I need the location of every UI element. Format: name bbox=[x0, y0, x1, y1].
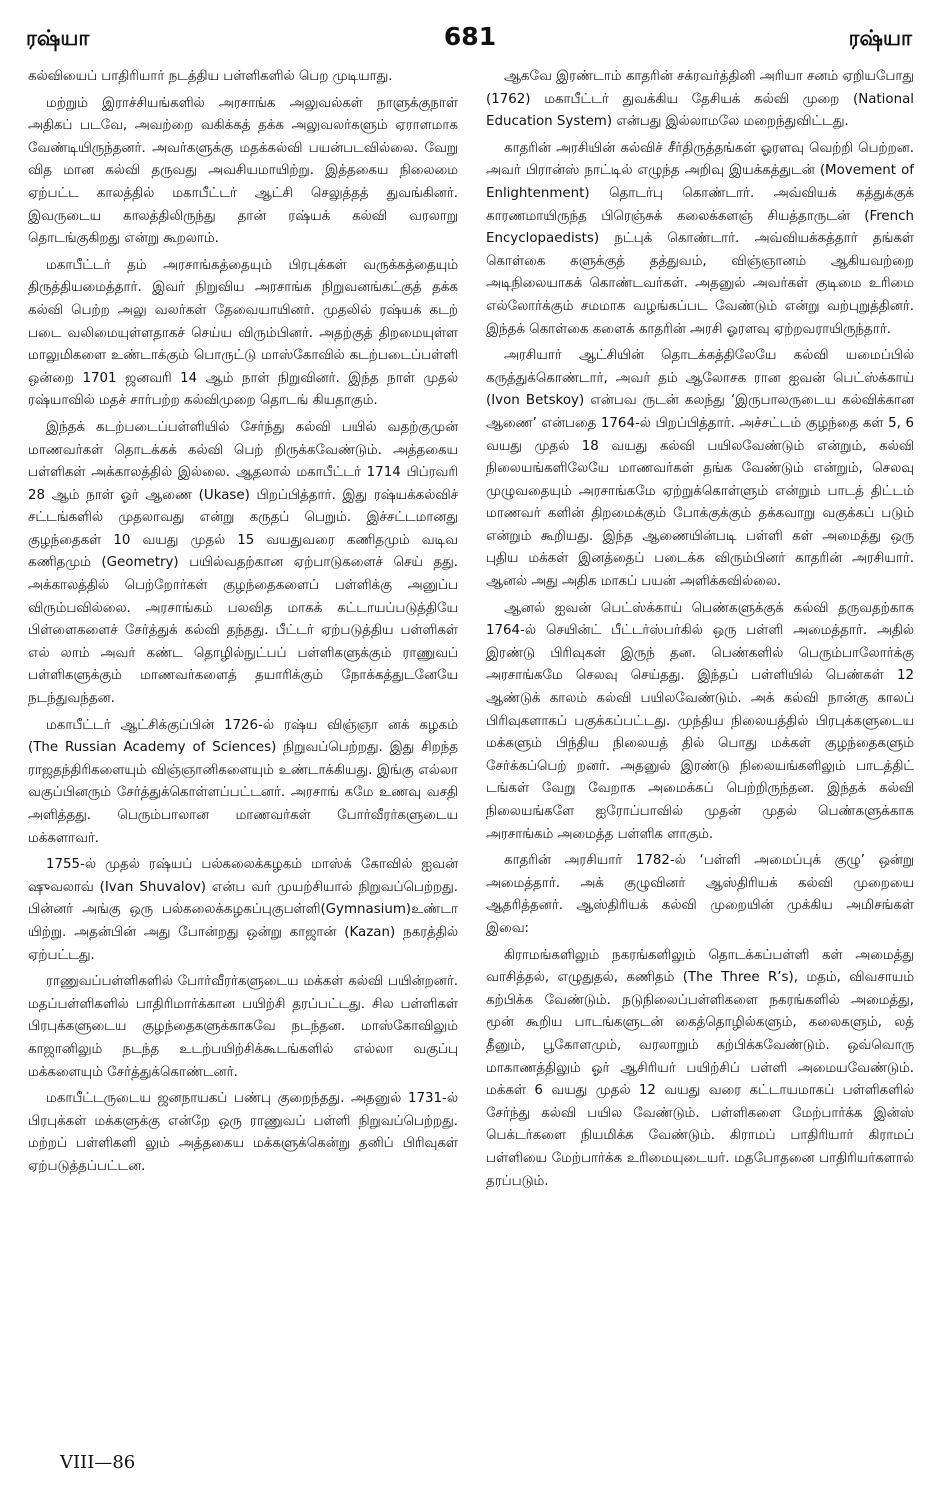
page-header bbox=[22, 22, 918, 62]
paragraph: காதரின் அரசியார் 1782-ல் ‘பள்ளி அமைப்புக் குழு’ ஒன்று அமைத்தார். அக் குழுவினர் ஆஸ்திரியக் கல்வி முறையை ஆதரித்தனர். ஆஸ்திரியக் கல்வி முறையின் முக்கிய அமிசங்கள் இவை: bbox=[486, 853, 914, 936]
paragraph: மற்றும் இராச்சியங்களில் அரசாங்க அலுவல்கள் நாளுக்குநாள் அதிகப் படவே, அவற்றை வகிக்கத் தக்க அலுவலர்களும் ஏராளமாக வேண்டியிருந்தனர். அவர்களுக்கு மதக்கல்வி பயன்படவில்லை. வேறு வித மான கல்வி தருவது அவசியமாயிற்று. இத்தகைய நிலைமை ஏற்பட்ட காலத்தில் மகாபீட்டர் ஆட்சி செலுத்தத் துவங்கினர். இவருடைய காலத்திலிருந்து தான் ரஷ்யக் கல்வி வரலாறு தொடங்குகிறது என்று கூறலாம். bbox=[28, 95, 458, 247]
paragraph: கிராமங்களிலும் நகரங்களிலும் தொடக்கப்பள்ளி கள் அமைத்து வாசித்தல், எழுதுதல், கணிதம் (The Three R’s), மதம், விவசாயம் கற்பிக்க வேண்டும். நடுநிலைப்பள்ளிகளை நகரங்களில் அமைத்து, மூன் கூறிய பாடங்களுடன் கைத்தொழில்களும், கலைகளும், லத் தீனும், பூகோளமும், வரலாறும் கற்பிக்கவேண்டும். ஒவ்வொரு மாகாணத்திலும் ஓர் ஆசிரியர் பயிற்சிப் பள்ளி அமையவேண்டும். மக்கள் 6 வயது முதல் 12 வயது வரை கட்டாயமாகப் பள்ளிகளில் சேர்ந்து கல்வி பயில வேண்டும். பள்ளிகளை மேற்பார்க்க இன்ஸ் பெக்டர்களை நியமிக்க வேண்டும். கிராமப் பாதிரியார் கிராமப் பள்ளியை மேற்பார்க்க உரிமையுடையர். மதபோதனை பாதிரியர்களால் தரப்படும். bbox=[486, 947, 914, 1189]
paragraph: காதரின் அரசியின் கல்விச் சீர்திருத்தங்கள் ஓரளவு வெற்றி பெற்றன. அவர் பிரான்ஸ் நாட்டில் எழுந்த அறிவு இயக்கத்துடன் (Movement of Enlightenment) தொடர்பு கொண்டார். அவ்வியக் கத்துக்குக் காரணமாயிருந்த பிரெஞ்சுக் கலைக்களஞ் சியத்தாருடன் (French Encyclopaedists) நட்புக் கொண்டார். அவ்வியக்கத்தார் தங்கள் கொள்கை களுக்குத் தத்துவம், விஞ்ஞானம் ஆகியவற்றை அடிநிலையாகக் கொண்டவர்கள். அதனுல் அவர்கள் குடிமை உரிமை எல்லோர்க்கும் சமமாக வழங்கப்பட வேண்டும் என்று வற்புறுத்தினர். இந்தக் கொள்கை களைக் காதரின் அரசி ஓரளவு ஏற்றவராயிருந்தார். bbox=[486, 140, 914, 337]
paragraph: ஆனல் ஐவன் பெட்ஸ்க்காய் பெண்களுக்குக் கல்வி தருவதற்காக 1764-ல் செயின்ட் பீட்டர்ஸ்பர்கில் ஒரு பள்ளி அமைத்தார். அதில் இரண்டு பிரிவுகள் இருந் தன. பெண்களில் பெரும்பாலோர்க்கு அரசாங்கமே செலவு செய்தது. இந்தப் பள்ளியில் பெண்கள் 12 ஆண்டுக் காலம் கல்வி பயிலவேண்டும். அக் கல்வி நான்கு காலப் பிரிவுகளாகப் பகுக்கப்பட்டது. முந்திய நிலையத்தில் பிரபுக்களுடைய மக்களும் பிந்திய நிலையத் தில் பொது மக்கள் குழந்தைகளும் சேர்க்கப்பெற் றனர். அதனுல் இரண்டு நிலையங்களிலும் பாடத்திட் டங்கள் வேறு வேறாக அமைக்கப் பெற்றிருந்தன. இந்தக் கல்வி நிலையங்களே ஐரோப்பாவில் முதன் முதல் பெண்களுக்காக அரசாங்கம் அமைத்த பள்ளிக ளாகும். bbox=[486, 600, 914, 842]
paragraph: இந்தக் கடற்படைப்பள்ளியில் சேர்ந்து கல்வி பயில் வதற்குமுன் மாணவர்கள் தொடக்கக் கல்வி பெற் றிருக்கவேண்டும். அத்தகைய பள்ளிகள் அக்காலத்தில் இல்லை. ஆதலால் மகாபீட்டர் 1714 பிப்ரவரி 28 ஆம் நாள் ஓர் ஆணை (Ukase) பிறப்பித்தார். இது ரஷ்யக்கல்விச் சட்டங்களில் முதலாவது என்று கருதப் பெறும். இச்சட்டமானது குழந்தைகள் 10 வயது முதல் 15 வயதுவரை கணிதமும் வடிவ கணிதமும் (Geometry) பயில்வதற்கான ஏற்பாடுகளைச் செய் தது. அக்காலத்தில் பெற்றோர்கள் குழந்தைகளைப் பள்ளிக்கு அனுப்ப விரும்பவில்லை. அரசாங்கம் பலவித மாகக் கட்டாயப்படுத்தியே பிள்ளைகளைச் சேர்த்துக் கல்வி தந்தது. பீட்டர் ஏற்படுத்திய பள்ளிகள் எல் லாம் அவர் கண்ட தொழில்நுட்பப் பள்ளிகளுக்கும் ராணுவப் பள்ளிகளுக்கும் மாணவர்களைத் தயாரிக்கும் நோக்கத்துடனேயே நடந்துவந்தன. bbox=[28, 419, 458, 707]
right-column bbox=[486, 66, 914, 1193]
paragraph: மகாபீட்டருடைய ஜனநாயகப் பண்பு குறைந்தது. அதனுல் 1731-ல் பிரபுக்கள் மக்களுக்கு என்றே ஒரு ராணுவப் பள்ளி நிறுவப்பெற்றது. மற்றப் பள்ளிகளி லும் அத்தகைய மக்களுக்கென்று தனிப் பிரிவுகள் ஏற்படுத்தப்பட்டன. bbox=[28, 1091, 458, 1174]
paragraph: மகாபீட்டர் ஆட்சிக்குப்பின் 1726-ல் ரஷ்ய விஞ்ஞா னக் கழகம் (The Russian Academy of Sciences) நிறுவப்பெற்றது. இது சிறந்த ராஜதந்திரிகளையும் விஞ்ஞானிகளையும் உண்டாக்கியது. இங்கு எல்லா வகுப்பினரும் சேர்த்துக்கொள்ளப்பட்டனர். அரசாங் கமே உணவு வசதி அளித்தது. பெரும்பாலான மாணவர்கள் போர்வீரர்களுடைய மக்களாவர். bbox=[28, 717, 458, 846]
running-head-right: ரஷ்யா bbox=[848, 26, 912, 50]
paragraph: கல்வியைப் பாதிரியார் நடத்திய பள்ளிகளில் பெற முடியாது. bbox=[28, 69, 393, 84]
running-head-left: ரஷ்யா bbox=[26, 26, 90, 50]
paragraph: 1755-ல் முதல் ரஷ்யப் பல்கலைக்கழகம் மாஸ்க் கோவில் ஐவன் ஷுவலாவ் (Ivan Shuvalov) என்ப வர் முயற்சியால் நிறுவப்பெற்றது. பின்னர் அங்கு ஒரு பல்கலைக்கழகப்புகுபள்ளி(Gymnasium)உண்டா யிற்று. அதன்பின் அது போன்றது ஒன்று காஜான் (Kazan) நகரத்தில் ஏற்பட்டது. bbox=[28, 857, 458, 963]
paragraph: அரசியார் ஆட்சியின் தொடக்கத்திலேயே கல்வி யமைப்பில் கருத்துக்கொண்டார், அவர் தம் ஆலோசக ரான ஐவன் பெட்ஸ்க்காய் (Ivon Betskoy) என்பவ ருடன் கலந்து ‘இருபாலருடைய கல்விக்கான ஆணை’ என்பதை 1764-ல் பிறப்பித்தார். அச்சட்டம் குழந்தை கள் 5, 6 வயது முதல் 18 வயது கல்வி பயிலவேண்டும் என்றும், கல்வி நிலையங்களிலேயே மாணவர்கள் தங்க வேண்டும் என்றும், செலவு முழுவதையும் அரசாங்கமே ஏற்றுக்கொள்ளும் என்றும் பாடத் திட்டம் மாணவர் களின் திறமைக்கும் போக்குக்கும் தக்கவாறு வகுக்கப் படும் என்றும் கூறியது. இந்த ஆணையின்படி பள்ளி கள் அமைத்து ஒரு புதிய மக்கள் இனத்தைப் படைக்க விரும்பினர் காதரின் அரசியார். ஆனல் அது அதிக மாகப் பயன் அளிக்கவில்லை. bbox=[486, 348, 914, 590]
page-number: 681 bbox=[443, 22, 497, 51]
paragraph: ஆகவே இரண்டாம் காதரின் சக்ரவர்த்தினி அரியா சனம் ஏறியபோது (1762) மகாபீட்டர் துவக்கிய தேசியக் கல்வி முறை (National Education System) என்பது இல்லாமலே மறைந்துவிட்டது. bbox=[486, 69, 914, 130]
paragraph: ராணுவப்பள்ளிகளில் போர்வீரர்களுடைய மக்கள் கல்வி பயின்றனர். மதப்பள்ளிகளில் பாதிரிமார்க்கான பயிற்சி தரப்பட்டது. சில பள்ளிகள் பிரபுக்களுடைய குழந்தைகளுக்காகவே நடந்தன. மாஸ்கோவிலும் காஜானிலும் நடந்த உடற்பயிற்சிக்கூடங்களில் எல்லா வகுப்பு மக்களையும் சேர்த்துக்கொண்டனர். bbox=[28, 974, 458, 1080]
volume-signature: VIII—86 bbox=[60, 1452, 136, 1473]
left-column bbox=[28, 66, 458, 1179]
paragraph: மகாபீட்டர் தம் அரசாங்கத்தையும் பிரபுக்கள் வருக்கத்தையும் திருத்தியமைத்தார். இவர் நிறுவிய அரசாங்க நிறுவனங்கட்குத் தக்க கல்வி பெற்ற அலு வலர்கள் தேவையாயினர். முதலில் ரஷ்யக் கடற் படை வலிமையுள்ளதாகச் செய்ய விரும்பினர். அதற்குத் திறமையுள்ள மாலுமிகளை உண்டாக்கும் பொருட்டு மாஸ்கோவில் கடற்படைப்பள்ளி ஒன்றை 1701 ஜனவரி 14 ஆம் நாள் நிறுவினர். இந்த நாள் முதல் ரஷ்யாவில் மதச் சார்பற்ற கல்விமுறை தொடங் கியதாகும். bbox=[28, 257, 458, 409]
